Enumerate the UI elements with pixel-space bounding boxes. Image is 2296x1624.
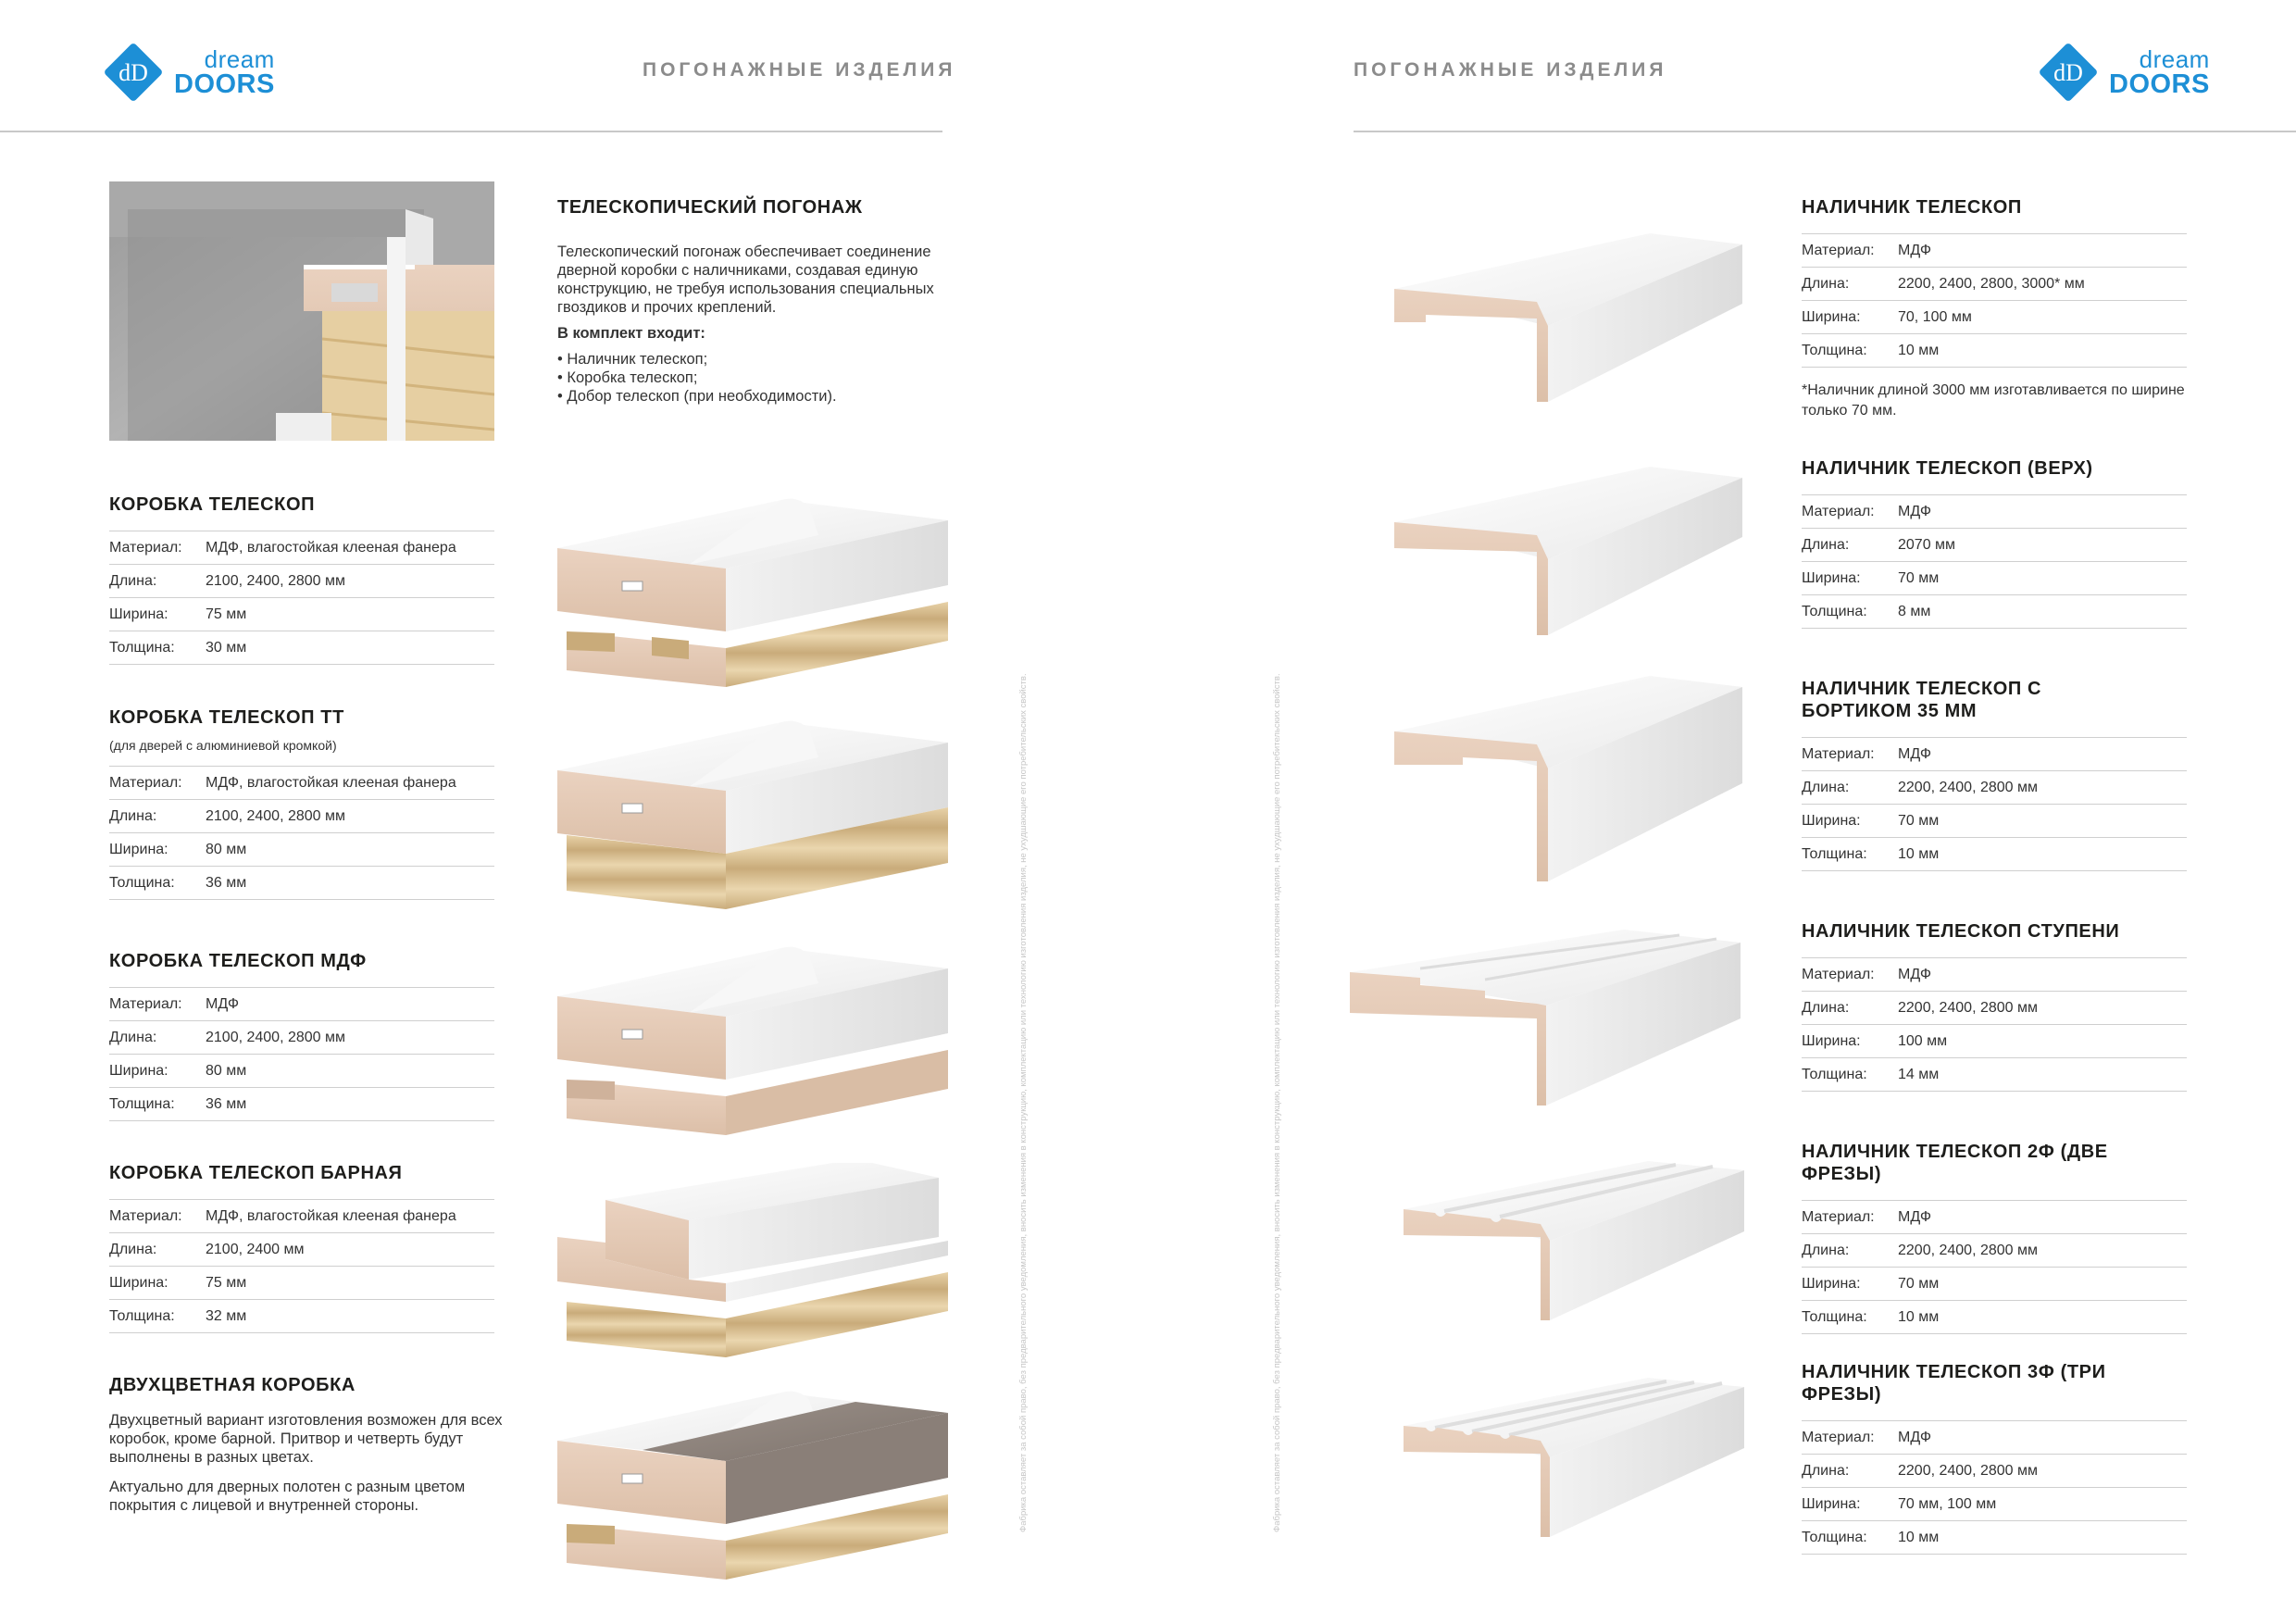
frame-profile-image [550, 493, 948, 696]
spec-value: 2200, 2400, 2800 мм [1898, 1242, 2039, 1258]
spec-label: Длина: [1802, 999, 1850, 1016]
spec-row-length [1802, 1455, 2187, 1488]
spec-value: 75 мм [206, 1274, 247, 1291]
spec-value: 70 мм, 100 мм [1898, 1495, 1997, 1512]
spec-value: 2200, 2400, 2800 мм [1898, 779, 2039, 795]
two-tone-title: ДВУХЦВЕТНАЯ КОРОБКА [109, 1375, 356, 1395]
spec-label: Материал: [109, 1207, 182, 1224]
spec-row-thickness [1802, 1521, 2187, 1555]
spec-value: 100 мм [1898, 1032, 1948, 1049]
spec-value: 10 мм [1898, 1529, 1940, 1545]
spec-row-thickness [1802, 1058, 2187, 1092]
spec-label: Толщина: [1802, 1066, 1867, 1082]
spec-label: Длина: [1802, 1462, 1850, 1479]
spec-table [1802, 233, 2187, 368]
spec-table [109, 987, 494, 1121]
spec-value: 8 мм [1898, 603, 1931, 619]
spec-value: 2200, 2400, 2800 мм [1898, 1462, 2039, 1479]
spec-label: Толщина: [109, 874, 175, 891]
spec-label: Длина: [109, 1241, 157, 1257]
spec-value: МДФ, влагостойкая клееная фанера [206, 1207, 456, 1224]
architrave-profile-image [1398, 1157, 1750, 1329]
spec-label: Толщина: [1802, 342, 1867, 358]
logo-dream-text: dream [2139, 44, 2210, 73]
spec-label: Ширина: [1802, 308, 1861, 325]
product-title: НАЛИЧНИК ТЕЛЕСКОП С БОРТИКОМ 35 ММ [1802, 679, 2042, 721]
product-block [1802, 920, 2187, 1092]
spec-label: Длина: [1802, 1242, 1850, 1258]
product-block [1802, 1141, 2187, 1334]
spec-label: Длина: [109, 807, 157, 824]
spec-value: 36 мм [206, 1095, 247, 1112]
spec-value: 75 мм [206, 606, 247, 622]
spec-value: 2100, 2400, 2800 мм [206, 807, 346, 824]
spec-value: 32 мм [206, 1307, 247, 1324]
spec-label: Материал: [1802, 1208, 1875, 1225]
spec-value: 36 мм [206, 874, 247, 891]
spec-label: Материал: [109, 995, 182, 1012]
spec-row-thickness [1802, 1301, 2187, 1334]
spec-table [1802, 737, 2187, 871]
spec-value: 2200, 2400, 2800, 3000* мм [1898, 275, 2085, 292]
spec-value: 70 мм [1898, 1275, 1940, 1292]
spec-row-width [1802, 805, 2187, 838]
intro-text: Телескопический погонаж обеспечивает соединение дверной коробки с наличниками, создавая единую конструкцию, не требуя использования специальных гвоздиков и прочих креплений. [557, 244, 934, 316]
product-title: КОРОБКА ТЕЛЕСКОП БАРНАЯ [109, 1163, 403, 1183]
spec-label: Толщина: [1802, 1529, 1867, 1545]
spec-row-material [1802, 738, 2187, 771]
spec-value: 80 мм [206, 1062, 247, 1079]
spec-value: 30 мм [206, 639, 247, 656]
spec-value: 10 мм [1898, 1308, 1940, 1325]
page-title-right: ПОГОНАЖНЫЕ ИЗДЕЛИЯ [1354, 59, 1667, 81]
logo-mark-letters: dD [2053, 59, 2083, 86]
product-block [1802, 678, 2187, 871]
spec-value: МДФ [1898, 503, 1931, 519]
spec-value: 70 мм [1898, 569, 1940, 586]
spec-row-length [1802, 529, 2187, 562]
architrave-profile-image [1398, 1374, 1750, 1545]
intro-section [557, 196, 937, 406]
spec-row-thickness [109, 631, 494, 665]
spec-row-width [109, 1267, 494, 1300]
product-block [109, 493, 494, 665]
spec-row-material [1802, 1421, 2187, 1455]
spec-row-width [1802, 301, 2187, 334]
spec-label: Длина: [1802, 275, 1850, 292]
spec-row-material [1802, 1201, 2187, 1234]
spec-label: Длина: [1802, 536, 1850, 553]
spec-row-length [1802, 1234, 2187, 1268]
spec-label: Ширина: [109, 1062, 168, 1079]
two-tone-frame-image [550, 1385, 948, 1589]
spec-table [1802, 1420, 2187, 1555]
spec-label: Ширина: [109, 1274, 168, 1291]
disclaimer-vertical-right: Фабрика оставляет за собой право, без предварительного уведомления, вносить изменения в конструкцию, комплектацию или технологию изготовления изделия, не ухудшающие его потребительских свойств. [1272, 673, 1282, 1532]
spec-row-length [109, 1021, 494, 1055]
kit-item: • Добор телескоп (при необходимости). [557, 388, 837, 405]
spec-label: Ширина: [1802, 1495, 1861, 1512]
brand-logo-left[interactable] [104, 43, 275, 102]
spec-label: Материал: [1802, 1429, 1875, 1445]
kit-list [557, 350, 937, 406]
spec-table [1802, 494, 2187, 629]
product-title: НАЛИЧНИК ТЕЛЕСКОП (ВЕРХ) [1802, 458, 2093, 479]
logo-dream-text: dream [204, 44, 275, 73]
logo-diamond-icon [2039, 43, 2098, 102]
logo-doors-text: DOORS [2109, 69, 2210, 99]
spec-value: 10 мм [1898, 845, 1940, 862]
spec-row-material [109, 988, 494, 1021]
spec-label: Материал: [109, 774, 182, 791]
spec-row-width [1802, 1488, 2187, 1521]
spec-value: МДФ, влагостойкая клееная фанера [206, 774, 456, 791]
spec-table [109, 766, 494, 900]
architrave-profile-image [1389, 672, 1750, 890]
spec-label: Материал: [1802, 503, 1875, 519]
spec-row-width [109, 1055, 494, 1088]
spec-value: МДФ [1898, 1429, 1931, 1445]
spec-label: Толщина: [1802, 845, 1867, 862]
spec-label: Длина: [1802, 779, 1850, 795]
spec-row-length [109, 800, 494, 833]
kit-item: • Коробка телескоп; [557, 369, 698, 386]
logo-mark-letters: dD [119, 59, 148, 86]
spec-label: Материал: [1802, 966, 1875, 982]
spec-value: МДФ [1898, 1208, 1931, 1225]
spec-row-thickness [109, 1088, 494, 1121]
spec-label: Длина: [109, 1029, 157, 1045]
product-block [109, 1162, 494, 1333]
spec-value: 70 мм [1898, 812, 1940, 829]
product-block [109, 706, 494, 900]
spec-table [1802, 1200, 2187, 1334]
product-title: НАЛИЧНИК ТЕЛЕСКОП [1802, 197, 2022, 218]
spec-value: МДФ [1898, 745, 1931, 762]
spec-row-material [109, 767, 494, 800]
spec-label: Материал: [1802, 745, 1875, 762]
product-title: КОРОБКА ТЕЛЕСКОП [109, 494, 316, 515]
spec-label: Ширина: [1802, 1032, 1861, 1049]
architrave-profile-image [1346, 926, 1744, 1116]
spec-value: МДФ [1898, 242, 1931, 258]
product-block [1802, 457, 2187, 629]
intro-title: ТЕЛЕСКОПИЧЕСКИЙ ПОГОНАЖ [557, 197, 863, 218]
telescopic-frame-photo [109, 181, 494, 445]
spec-label: Ширина: [1802, 569, 1861, 586]
product-block [1802, 1361, 2187, 1555]
spec-row-material [1802, 234, 2187, 268]
spec-value: 70, 100 мм [1898, 308, 1972, 325]
spec-label: Ширина: [1802, 1275, 1861, 1292]
frame-profile-image [550, 1163, 948, 1367]
spec-value: 2100, 2400 мм [206, 1241, 305, 1257]
page-title-left: ПОГОНАЖНЫЕ ИЗДЕЛИЯ [643, 59, 956, 81]
spec-label: Толщина: [109, 639, 175, 656]
spec-value: 2070 мм [1898, 536, 1956, 553]
spec-label: Ширина: [109, 606, 168, 622]
spec-row-length [109, 565, 494, 598]
product-title: КОРОБКА ТЕЛЕСКОП МДФ [109, 951, 367, 971]
spec-row-width [1802, 562, 2187, 595]
spec-row-thickness [109, 867, 494, 900]
spec-row-length [109, 1233, 494, 1267]
product-block [1802, 196, 2187, 421]
kit-item: • Наличник телескоп; [557, 351, 708, 368]
kit-title: В комплект входит: [557, 325, 705, 342]
spec-value: 80 мм [206, 841, 247, 857]
header-divider-right [1354, 131, 2296, 132]
spec-row-thickness [1802, 595, 2187, 629]
two-tone-text: Двухцветный вариант изготовления возможен для всех коробок, кроме барной. Притвор и четверть будут выполнены в разных цветах. [109, 1412, 503, 1466]
spec-label: Толщина: [1802, 1308, 1867, 1325]
product-title: НАЛИЧНИК ТЕЛЕСКОП 3Ф (ТРИ ФРЕЗЫ) [1802, 1362, 2106, 1405]
spec-value: 10 мм [1898, 342, 1940, 358]
product-note: (для дверей с алюминиевой кромкой) [109, 738, 337, 753]
spec-row-material [109, 1200, 494, 1233]
architrave-profile-image [1389, 463, 1750, 643]
two-tone-text: Актуально для дверных полотен с разным цветом покрытия с лицевой и внутренней стороны. [109, 1479, 466, 1514]
spec-row-length [1802, 771, 2187, 805]
spec-value: 14 мм [1898, 1066, 1940, 1082]
two-tone-section [109, 1374, 517, 1522]
spec-table [1802, 957, 2187, 1092]
logo-doors-text: DOORS [174, 69, 275, 99]
product-block [109, 950, 494, 1121]
frame-profile-image [550, 941, 948, 1144]
spec-label: Ширина: [1802, 812, 1861, 829]
product-title: КОРОБКА ТЕЛЕСКОП ТТ [109, 707, 344, 728]
frame-profile-image [550, 715, 948, 918]
spec-row-width [109, 833, 494, 867]
spec-label: Толщина: [1802, 603, 1867, 619]
spec-table [109, 531, 494, 665]
spec-row-thickness [109, 1300, 494, 1333]
spec-label: Толщина: [109, 1095, 175, 1112]
product-title: НАЛИЧНИК ТЕЛЕСКОП 2Ф (ДВЕ ФРЕЗЫ) [1802, 1142, 2108, 1184]
spec-row-width [1802, 1268, 2187, 1301]
spec-row-thickness [1802, 838, 2187, 871]
spec-value: 2100, 2400, 2800 мм [206, 572, 346, 589]
spec-value: МДФ [1898, 966, 1931, 982]
spec-value: 2100, 2400, 2800 мм [206, 1029, 346, 1045]
spec-row-width [1802, 1025, 2187, 1058]
spec-row-material [1802, 958, 2187, 992]
spec-value: МДФ, влагостойкая клееная фанера [206, 539, 456, 556]
spec-label: Длина: [109, 572, 157, 589]
spec-label: Материал: [109, 539, 182, 556]
spec-value: МДФ [206, 995, 239, 1012]
spec-row-thickness [1802, 334, 2187, 368]
spec-label: Толщина: [109, 1307, 175, 1324]
footnote: *Наличник длиной 3000 мм изготавливается по ширине только 70 мм. [1802, 382, 2185, 418]
spec-table [109, 1199, 494, 1333]
spec-row-material [109, 531, 494, 565]
logo-diamond-icon [104, 43, 163, 102]
disclaimer-vertical-left: Фабрика оставляет за собой право, без предварительного уведомления, вносить изменения в конструкцию, комплектацию или технологию изготовления изделия, не ухудшающие его потребительских свойств. [1018, 673, 1029, 1532]
spec-row-material [1802, 495, 2187, 529]
spec-row-width [109, 598, 494, 631]
spec-value: 2200, 2400, 2800 мм [1898, 999, 2039, 1016]
header-divider-left [0, 131, 942, 132]
architrave-profile-image [1389, 230, 1750, 410]
spec-row-length [1802, 992, 2187, 1025]
spec-label: Материал: [1802, 242, 1875, 258]
product-title: НАЛИЧНИК ТЕЛЕСКОП СТУПЕНИ [1802, 921, 2120, 942]
brand-logo-right[interactable] [2039, 43, 2210, 102]
spec-row-length [1802, 268, 2187, 301]
spec-label: Ширина: [109, 841, 168, 857]
